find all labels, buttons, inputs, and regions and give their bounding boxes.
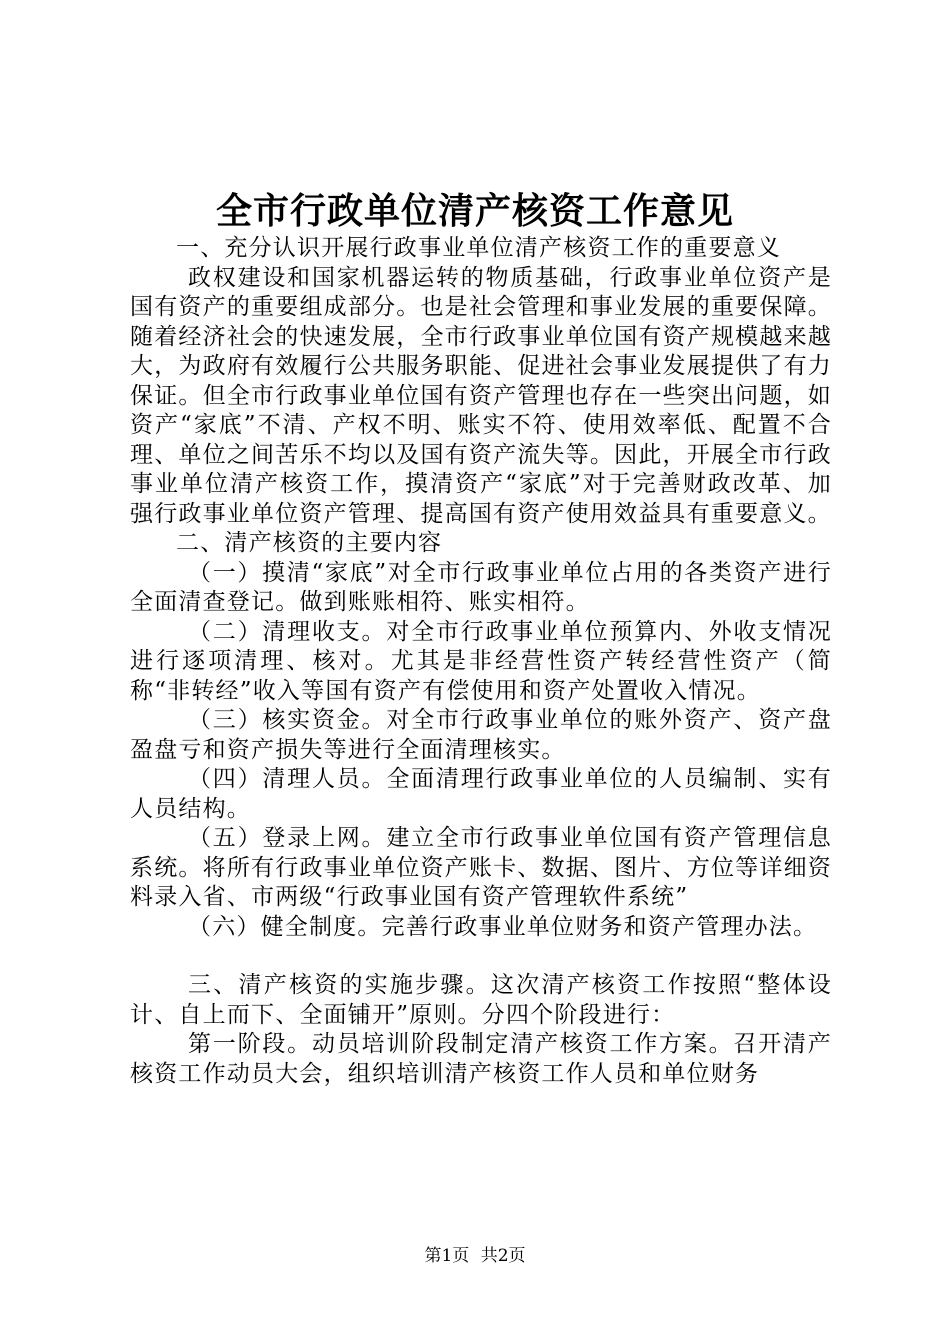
document-body [130, 234, 832, 1089]
list-item: （六）健全制度。完善行政事业单位财务和资产管理办法。 [188, 913, 818, 940]
section-heading-2: 二、清产核资的主要内容 [176, 530, 443, 556]
page-total: 共2页 [480, 1246, 526, 1266]
document-title: 全市行政单位清产核资工作意见 [215, 190, 734, 232]
list-item: （三）核实资金。对全市行政事业单位的账外资产、资产盘盈盘亏和资产损失等进行全面清理核实。 [130, 707, 832, 763]
list-item: （四）清理人员。全面清理行政事业单位的人员编制、实有人员结构。 [130, 766, 832, 822]
section-heading-1: 一、充分认识开展行政事业单位清产核资工作的重要意义 [176, 235, 781, 261]
list-item: （五）登录上网。建立全市行政事业单位国有资产管理信息系统。将所有行政事业单位资产账卡、数据、图片、方位等详细资料录入省、市两级“行政事业国有资产管理软件系统” [130, 825, 832, 910]
list-item: （一）摸清“家底”对全市行政事业单位占用的各类资产进行全面清查登记。做到账账相符、账实相符。 [130, 559, 832, 615]
page-number: 第1页 [424, 1246, 470, 1266]
paragraph: 第一阶段。动员培训阶段制定清产核资工作方案。召开清产核资工作动员大会，组织培训清产核资工作人员和单位财务 [130, 1031, 832, 1087]
section-heading-3: 三、清产核资的实施步骤。这次清产核资工作按照“整体设计、自上而下、全面铺开”原则。分四个阶段进行： [130, 972, 832, 1028]
page-footer [0, 1244, 950, 1268]
list-item: （二）清理收支。对全市行政事业单位预算内、外收支情况进行逐项清理、核对。尤其是非经营性资产转经营性资产（简称“非转经”收入等国有资产有偿使用和资产处置收入情况。 [130, 618, 832, 704]
paragraph: 政权建设和国家机器运转的物质基础，行政事业单位资产是国有资产的重要组成部分。也是社会管理和事业发展的重要保障。随着经济社会的快速发展，全市行政事业单位国有资产规模越来越大，为政府有效履行公共服务职能、促进社会事业发展提供了有力保证。但全市行政事业单位国有资产管理也存在一些突出问题，如资产“家底”不清、产权不明、账实不符、使用效率低、配置不合理、单位之间苦乐不均以及国有资产流失等。因此，开展全市行政事业单位清产核资工作，摸清资产“家底”对于完善财政改革、加强行政事业单位资产管理、提高国有资产使用效益具有重要意义。 [130, 264, 832, 527]
